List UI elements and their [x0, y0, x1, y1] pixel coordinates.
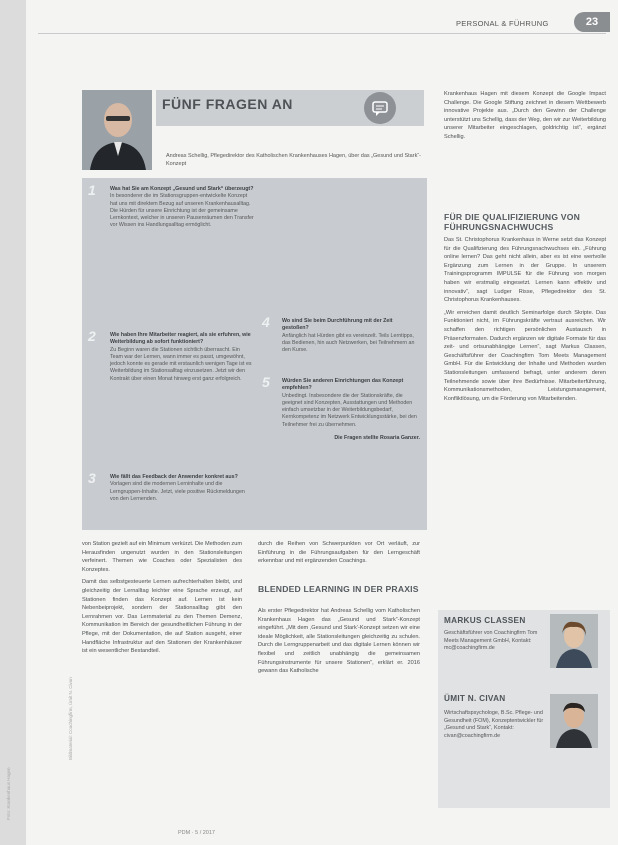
- left-body-column: [82, 540, 242, 660]
- question-number: 4: [262, 314, 270, 330]
- profile-description: Wirtschaftspsychologe, B.Sc. Pflege- und Gesundheit (FOM), Konzeptentwickler für „Gesund und Stark“, Kontakt: civan@coachingfirm.de: [444, 710, 544, 739]
- right-body-top: [444, 90, 606, 146]
- qa-item: [110, 332, 254, 389]
- photo-credit: Bildmaterial: Coachingfirm, Ümit N. Civan: [68, 677, 73, 760]
- question-number: 1: [88, 182, 96, 198]
- magazine-page: [26, 0, 618, 845]
- paragraph: „Wir erreichen damit deutlich Seminarfolge durch Skripte. Das Funktioniert nicht, im Führungskräfte vertraut ausreichen. Wir schaffen den richtigen persönlichen Austausch in Präsenzformaten. Dadurch ergänzen wir digitale Formate für das zeit- und ortsunabhängige Lernen“, sagt Markus Classen, Geschäftsführer der Coachingfirm Tom Meets Management GmbH. Für die Entwicklung der Inhalte und Methoden wurden Stationsleitungen umfassend befragt, unter anderem deren Teilnehmende sowie über ihre Bedürfnisse. Mitarbeiterführung, Kommunikationsmethoden, Leistungsmanagement, Konfliktlösung, um die Förderung von Mitarbeitenden.: [444, 309, 606, 402]
- page-number: 23: [574, 12, 610, 32]
- question-text: Wo sind Sie beim Durchführung mit der Zeit gestoßen?: [282, 318, 393, 332]
- speech-bubble-icon: [364, 92, 396, 124]
- answer-text: Anfänglich hat Hürden gibt es vereinzelt. Teils Lerntipps, das Bedienen, hin auch Netzwerken, bei Teilnehmern an den Kurse.: [282, 332, 415, 354]
- question-text: Würden Sie anderen Einrichtungen das Konzept empfehlen?: [282, 378, 404, 392]
- photo-credit: Foto: Krankenhaus Hagen: [6, 767, 11, 820]
- qa-item: [110, 474, 254, 509]
- interview-intro: Andreas Schellig, Pflegedirektor des Katholischen Krankenhauses Hagen, über das „Gesund und Stark“-Konzept: [166, 153, 421, 167]
- paragraph: durch die Reihen von Schwerpunkten vor Ort verläuft, zur Einführung in die Führungsaufgaben für den Lerngeschäft erkennbar und mit ergänzenden Coachings.: [258, 541, 420, 565]
- answer-text: Vorlagen sind die modernen Lerninhalte und die Lerngruppen-Inhalte. Jetzt, viele positive Rückmeldungen von den Lernenden.: [110, 481, 245, 502]
- question-number: 3: [88, 470, 96, 486]
- question-text: Wie haben Ihre Mitarbeiter reagiert, als sie erfuhren, wie Weiterbildung ab sofort funktioniert?: [110, 332, 251, 346]
- question-text: Wie fällt das Feedback der Anwender konkret aus?: [110, 474, 238, 480]
- profile-name: MARKUS CLASSEN: [444, 616, 526, 625]
- paragraph: Damit das selbstgesteuerte Lernen aufrechterhalten bleibt, und gleichzeitig der Lernalltag leichter eine Sprache erzeugt, auf Stationen finden das Konzept auf. Lernen ist kein Nebenbeiprojekt, sondern der Stationsalltag gibt den Lernrahmen vor. Das Lernmaterial zu den Themen Demenz, Kommunikation im Bereich der gesundheitlichen Führung in der Pflege, mit der Dokumentation, die auf Station ausgeht, einer Handfläche Infrastruktur auf den Stationen der Krankenhäuser ist ein wesentlicher Bestandteil.: [82, 579, 242, 655]
- profile-photo: [550, 694, 598, 748]
- section-heading: BLENDED LEARNING IN DER PRAXIS: [258, 584, 419, 594]
- section-label: PERSONAL & FÜHRUNG: [456, 19, 549, 28]
- footer: PDM · 5 / 2017: [178, 830, 215, 836]
- middle-body-column: [258, 540, 420, 570]
- header-rule: [38, 33, 606, 34]
- question-number: 2: [88, 328, 96, 344]
- profile-name: ÜMIT N. CIVAN: [444, 694, 506, 703]
- qa-item: [282, 318, 420, 360]
- answer-text: In besonderer die im Stationsgruppen-entwickelte Konzept hat uns mit direktem Bezug auf unseren Krankenhausalltag. Die Hürden für unsere Einrichtung ist der gemeinsame Lernkontext, welcher in unseren Pausenräumen den Transfer vor Wissen ins Handlungsalltag ermöglicht.: [110, 193, 254, 229]
- paragraph: Krankenhaus Hagen mit diesem Konzept die Google Impact Challenge. Die Google Stiftung zeichnet in diesem Wettbewerb innovative Projekte aus. „Durch den Gewinn der Challenge unterstützt uns Schellig, dass der Weg, den wir zur Weiterbildung unserer Mitarbeiter eingeschlagen, goldrichtig ist“, ergänzt Schellig.: [444, 91, 606, 140]
- interviewee-photo: [82, 90, 152, 170]
- answer-text: Zu Beginn waren die Stationen sichtlich überrascht. Ein Team war der Lernen, wann immer es passt, umgewöhnt, jedoch konnte es gerade mit erstaunlich wenigen Tage ist es Weiterbildung im Stationsalltag einzusetzen. Jetzt wir den Kontrakt über einen Monat hinweg erst ganz erfolgreich.: [110, 346, 252, 382]
- section-heading: FÜR DIE QUALIFIZIERUNG VON FÜHRUNGSNACHWUCHS: [444, 212, 581, 232]
- qa-item: [110, 186, 254, 236]
- qualification-text: [444, 236, 606, 407]
- paragraph: von Station gezielt auf ein Minimum verkürzt. Die Methoden zum Herausfinden ungenutzt wurden in den Stationsleitungen verfeinert. Themen wie Coaches oder Spezialisten des Konzeptes.: [82, 541, 242, 573]
- profile-photo: [550, 614, 598, 668]
- question-text: Was hat Sie am Konzept „Gesund und Stark“ überzeugt?: [110, 186, 254, 192]
- interview-title: FÜNF FRAGEN AN: [162, 96, 293, 112]
- profile-description: Geschäftsführer von Coachingfirm Tom Meets Management GmbH, Kontakt: mc@coachingfirm.de: [444, 630, 538, 652]
- blended-text: [258, 607, 420, 680]
- question-number: 5: [262, 374, 270, 390]
- paragraph: Als erster Pflegedirektor hat Andreas Schellig vom Katholischen Krankenhaus Hagen das „Gesund und Stark“-Konzept eingeführt. „Mit dem ‚Gesund und Stark‘-Konzept setzen wir eine ideale Möglichkeit, alle Stationsleitungen gleichzeitig zu schulen. Durch die Lerngruppenarbeit und das digitale Lernen können wir flexibel und zeitlich unabhängig die gemeinsamen Führungsinstrumente für unsere Stationen“, erklärt er. 2016 gewann das Katholische: [258, 608, 420, 675]
- qa-item: [282, 378, 420, 442]
- answer-text: Unbedingt. Insbesondere die der Stationskräfte, die geeignet sind Konzepten, Ausstattungen und Methoden einfach umsetzbar in der Weiterbildungsbedarf, Kernkompetenz im Netzwerk Entwicklungsstärke, bei den Teilnehmer frei zu übernehmen.: [282, 392, 417, 428]
- interview-credit: Die Fragen stellte Rosaria Ganzer.: [334, 435, 420, 442]
- qa-box: [82, 178, 427, 530]
- paragraph: Das St. Christophorus Krankenhaus in Werne setzt das Konzept für die Qualifizierung des Führungsnachwuchses ein. „Führung online lernen? Das geht nicht allein, aber es ist eine wertvolle Ergänzung zum Lernen in der Gruppe. In unserem Trainingsprogramm IMPULSE für die Führung von morgen haben wir erstmalig eingesetzt. Lernen kann effektiv und innovativ“, sagt Ludger Risse, Pflegedirektor des St. Christophorus Krankenhauses.: [444, 237, 606, 304]
